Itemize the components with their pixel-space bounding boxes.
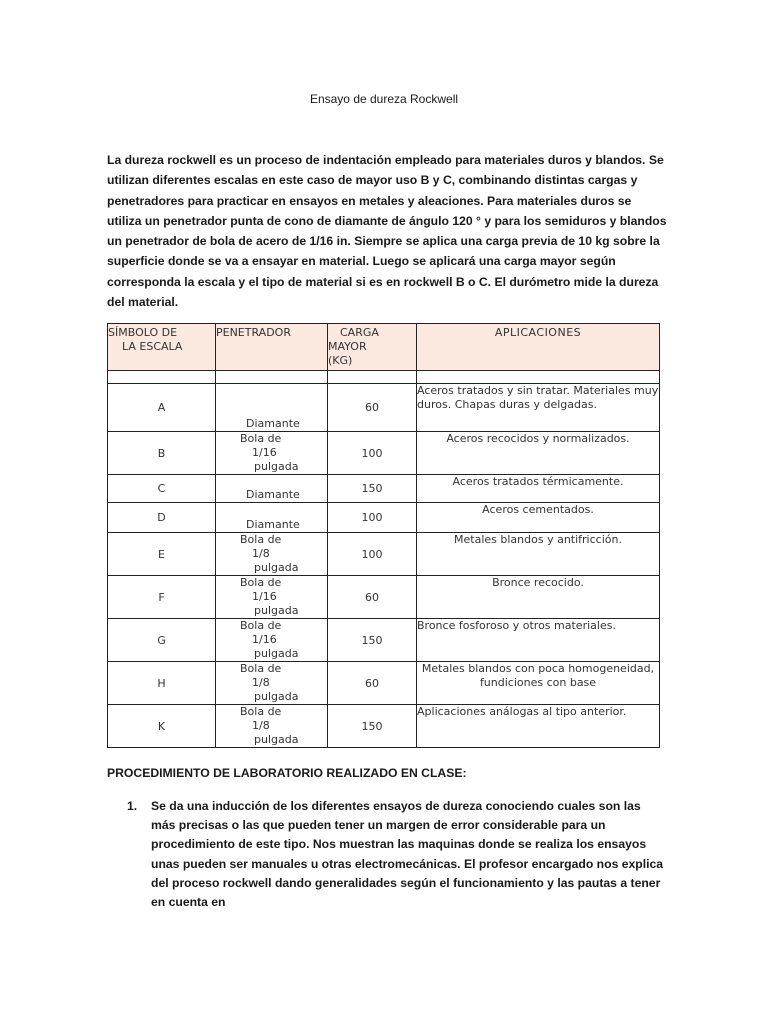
scale-symbol: G (108, 619, 216, 662)
major-load: 150 (328, 475, 417, 503)
penetrator-line: Diamante (246, 518, 300, 531)
list-item (107, 797, 667, 912)
penetrator-line: pulgada (254, 604, 299, 617)
penetrator-line: Bola de (240, 576, 282, 589)
table-row (108, 533, 660, 576)
applications-cell: Aplicaciones análogas al tipo anterior. (417, 705, 660, 748)
penetrator-line: 1/8 (252, 719, 270, 732)
applications-cell: Aceros cementados. (417, 503, 660, 533)
applications-cell: Aceros tratados térmicamente. (417, 475, 660, 503)
major-load: 100 (328, 533, 417, 576)
table-row (108, 432, 660, 475)
scale-symbol: D (108, 503, 216, 533)
major-load: 60 (328, 576, 417, 619)
header-applications: APLICACIONES (417, 324, 660, 371)
penetrator-line: Bola de (240, 432, 282, 445)
penetrator-line: 1/16 (252, 590, 277, 603)
scale-symbol: K (108, 705, 216, 748)
major-load: 100 (328, 503, 417, 533)
penetrator-line: pulgada (254, 460, 299, 473)
major-load: 60 (328, 662, 417, 705)
header-load (328, 324, 417, 371)
table-row (108, 475, 660, 503)
table-row (108, 619, 660, 662)
penetrator-line: pulgada (254, 733, 299, 746)
intro-paragraph: La dureza rockwell es un proceso de indentación empleado para materiales duros y blandos. Se utilizan diferentes escalas en este caso de mayor uso B y C, combinando distintas cargas y penetradores para practicar en ensayos en metales y aleaciones. Para materiales duros se utiliza un penetrador punta de cono de diamante de ángulo 120 ° y para los semiduros y blandos un penetrador de bola de acero de 1/16 in. Siempre se aplica una carga previa de 10 kg sobre la superficie donde se va a ensayar en material. Luego se aplicará una carga mayor según corresponda la escala y el tipo de material si es en rockwell B o C. El durómetro mide la dureza del material. (107, 153, 667, 310)
list-item-number: 1. (127, 799, 138, 813)
header-symbol (108, 324, 216, 371)
list-item-text: Se da una inducción de los diferentes ensayos de dureza conociendo cuales son las más precisas o las que pueden tener un margen de error considerable para un procedimiento de este tipo. Nos muestran las maquinas donde se realiza los ensayos unas pueden ser manuales u otras electromecánicas. El profesor encargado nos explica del proceso rockwell dando generalidades según el funcionamiento y las pautas a tener en cuenta en (151, 799, 664, 910)
rockwell-scales-table (107, 323, 660, 748)
table-row (108, 503, 660, 533)
penetrator-line: 1/16 (252, 633, 277, 646)
header-penetrator: PENETRADOR (216, 324, 328, 371)
spacer-row (108, 371, 660, 384)
table-row (108, 662, 660, 705)
applications-cell: Aceros tratados y sin tratar. Materiales muy duros. Chapas duras y delgadas. (417, 384, 660, 432)
header-load-line1: CARGA (340, 326, 379, 339)
penetrator-cell (216, 384, 328, 432)
penetrator-cell (216, 576, 328, 619)
penetrator-cell (216, 503, 328, 533)
penetrator-cell (216, 619, 328, 662)
penetrator-cell (216, 432, 328, 475)
procedure-heading: PROCEDIMIENTO DE LABORATORIO REALIZADO EN CLASE: (107, 766, 467, 780)
table-row (108, 705, 660, 748)
header-symbol-line1: SÍMBOLO DE (108, 326, 178, 339)
penetrator-line: 1/8 (252, 676, 270, 689)
applications-cell: Bronce recocido. (417, 576, 660, 619)
major-load: 150 (328, 619, 417, 662)
applications-cell: Bronce fosforoso y otros materiales. (417, 619, 660, 662)
penetrator-line: Bola de (240, 705, 282, 718)
header-symbol-line2: LA ESCALA (122, 340, 183, 353)
penetrator-line: Diamante (246, 417, 300, 430)
scale-symbol: C (108, 475, 216, 503)
penetrator-line: 1/16 (252, 446, 277, 459)
major-load: 150 (328, 705, 417, 748)
penetrator-cell (216, 533, 328, 576)
penetrator-line: pulgada (254, 647, 299, 660)
penetrator-cell (216, 705, 328, 748)
table-header-row (108, 324, 660, 371)
penetrator-cell (216, 475, 328, 503)
scale-symbol: B (108, 432, 216, 475)
table-row (108, 576, 660, 619)
document-title: Ensayo de dureza Rockwell (309, 92, 459, 106)
applications-cell: Metales blandos con poca homogeneidad, fundiciones con base (417, 662, 660, 705)
penetrator-line: 1/8 (252, 547, 270, 560)
scale-symbol: E (108, 533, 216, 576)
major-load: 100 (328, 432, 417, 475)
penetrator-line: pulgada (254, 690, 299, 703)
penetrator-line: Bola de (240, 619, 282, 632)
scale-symbol: H (108, 662, 216, 705)
procedure-list (107, 797, 667, 912)
scale-symbol: A (108, 384, 216, 432)
major-load: 60 (328, 384, 417, 432)
penetrator-line: Bola de (240, 662, 282, 675)
header-load-line2: MAYOR (328, 340, 367, 353)
penetrator-line: Bola de (240, 533, 282, 546)
header-load-line3: (KG) (328, 354, 353, 367)
applications-cell: Metales blandos y antifricción. (417, 533, 660, 576)
applications-cell: Aceros recocidos y normalizados. (417, 432, 660, 475)
penetrator-line: Diamante (246, 488, 300, 501)
penetrator-line: pulgada (254, 561, 299, 574)
table-row (108, 384, 660, 432)
penetrator-cell (216, 662, 328, 705)
scale-symbol: F (108, 576, 216, 619)
